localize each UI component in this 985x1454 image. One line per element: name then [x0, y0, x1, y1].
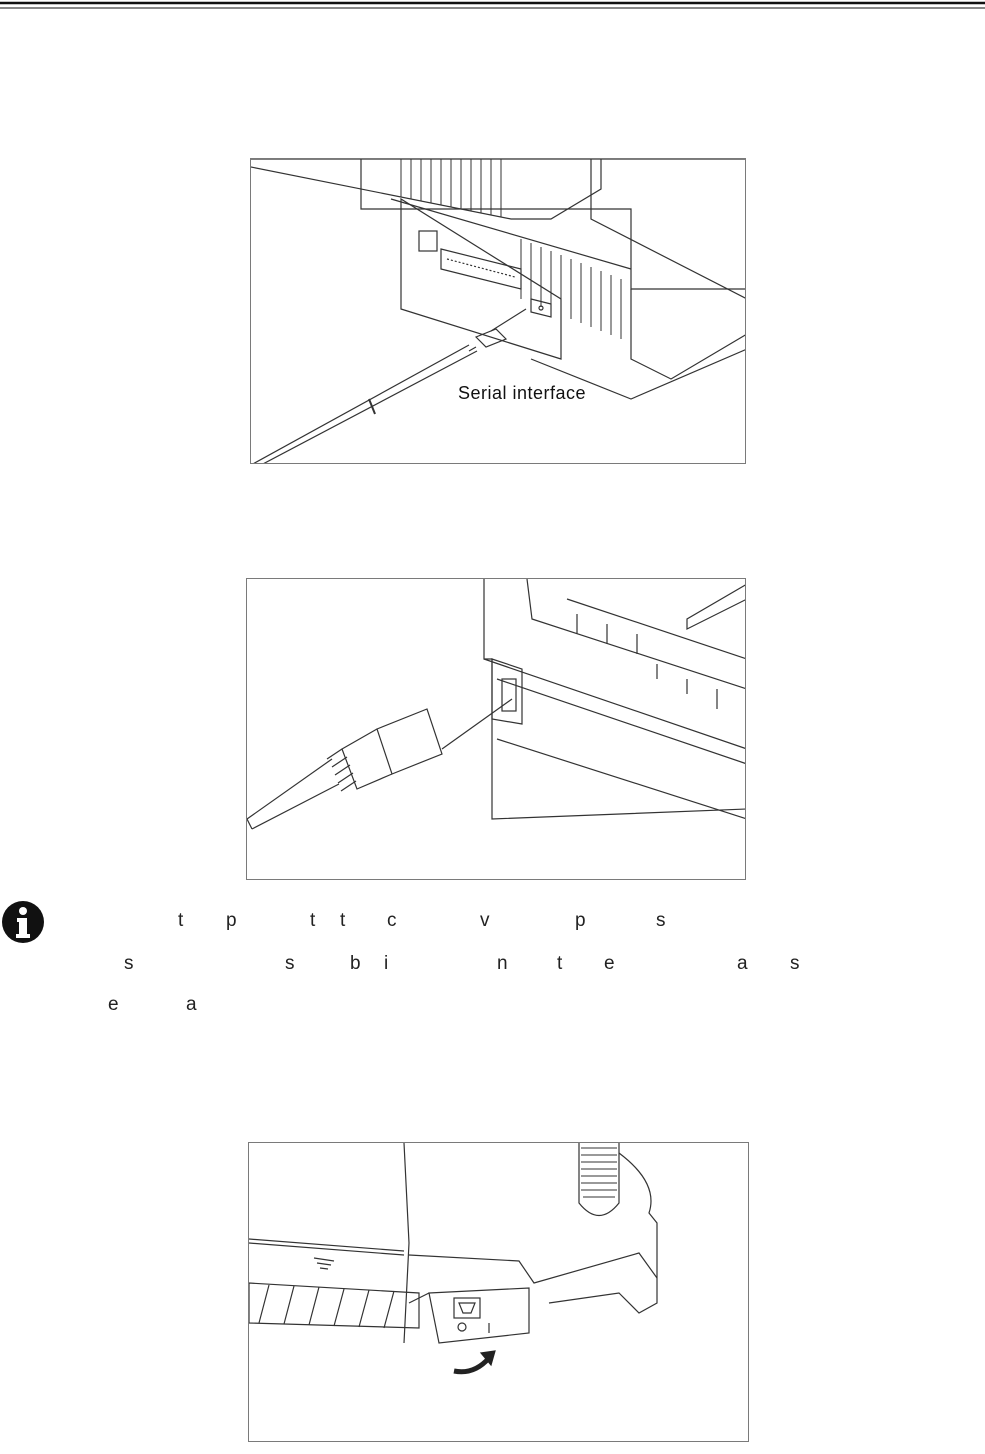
note-glyph: e — [108, 994, 119, 1015]
note-line-1 — [0, 910, 985, 940]
power-switch-illustration — [248, 1142, 749, 1442]
note-glyph: n — [497, 953, 508, 974]
note-glyph: t — [340, 910, 346, 931]
header-rule — [0, 0, 985, 14]
note-glyph: a — [737, 953, 748, 974]
note-glyph: i — [384, 953, 389, 974]
note-glyph: p — [226, 910, 237, 931]
note-glyph: v — [480, 910, 490, 931]
note-line-3 — [0, 994, 985, 1024]
note-glyph: s — [656, 910, 666, 931]
note-glyph: p — [575, 910, 586, 931]
note-glyph: s — [790, 953, 800, 974]
serial-interface-callout: Serial interface — [458, 383, 587, 403]
note-line-2 — [0, 953, 985, 983]
note-glyph: s — [285, 953, 295, 974]
note-glyph: b — [350, 953, 361, 974]
note-glyph: t — [310, 910, 316, 931]
note-glyph: t — [178, 910, 184, 931]
note-glyph: a — [186, 994, 197, 1015]
serial-interface-illustration — [250, 158, 746, 464]
note-glyph: e — [604, 953, 615, 974]
note-glyph: c — [387, 910, 397, 931]
power-cord-illustration — [246, 578, 746, 880]
note-glyph: s — [124, 953, 134, 974]
note-glyph: t — [557, 953, 563, 974]
